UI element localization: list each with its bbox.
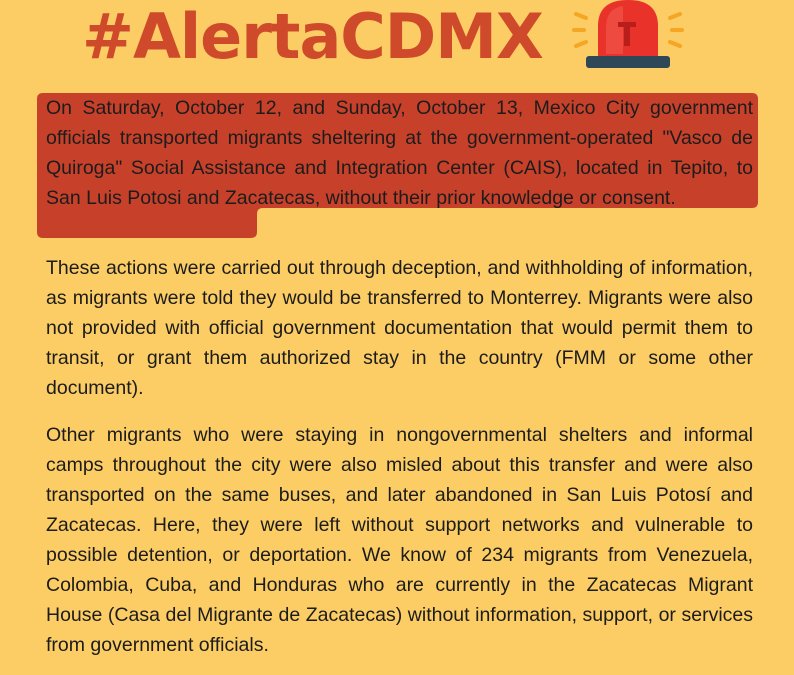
paragraph-deception: These actions were carried out through deception, and withholding of information, as migrants were told they would be transferred to Monterrey. Migrants were also not provided with official government documentation that would permit them to transit, or grant them authorized stay in the country (FMM or some other document). [46,257,753,399]
paragraph-highlighted: On Saturday, October 12, and Sunday, October 13, Mexico City government officials transported migrants sheltering at the government-operated "Vasco de Quiroga" Social Assistance and Integration Center (CAIS), located in Tepito, to San Luis Potosi and Zacatecas, without their prior knowledge or consent. [46,97,753,209]
paragraph-other-migrants: Other migrants who were staying in nongovernmental shelters and informal camps throughout the city were also misled about this transfer and were also transported on the same buses, and later abandoned in San Luis Potosí and Zacatecas. Here, they were left without support networks and vulnerable to possible detention, or deportation. We know of 234 migrants from Venezuela, Colombia, Cuba, and Honduras who are currently in the Zacatecas Migrant House (Casa del Migrante de Zacatecas) without information, support, or services from government officials. [46,424,753,656]
hashtag-title: #AlertaCDMX [82,0,543,73]
siren-icon [568,0,688,72]
header [0,0,794,90]
